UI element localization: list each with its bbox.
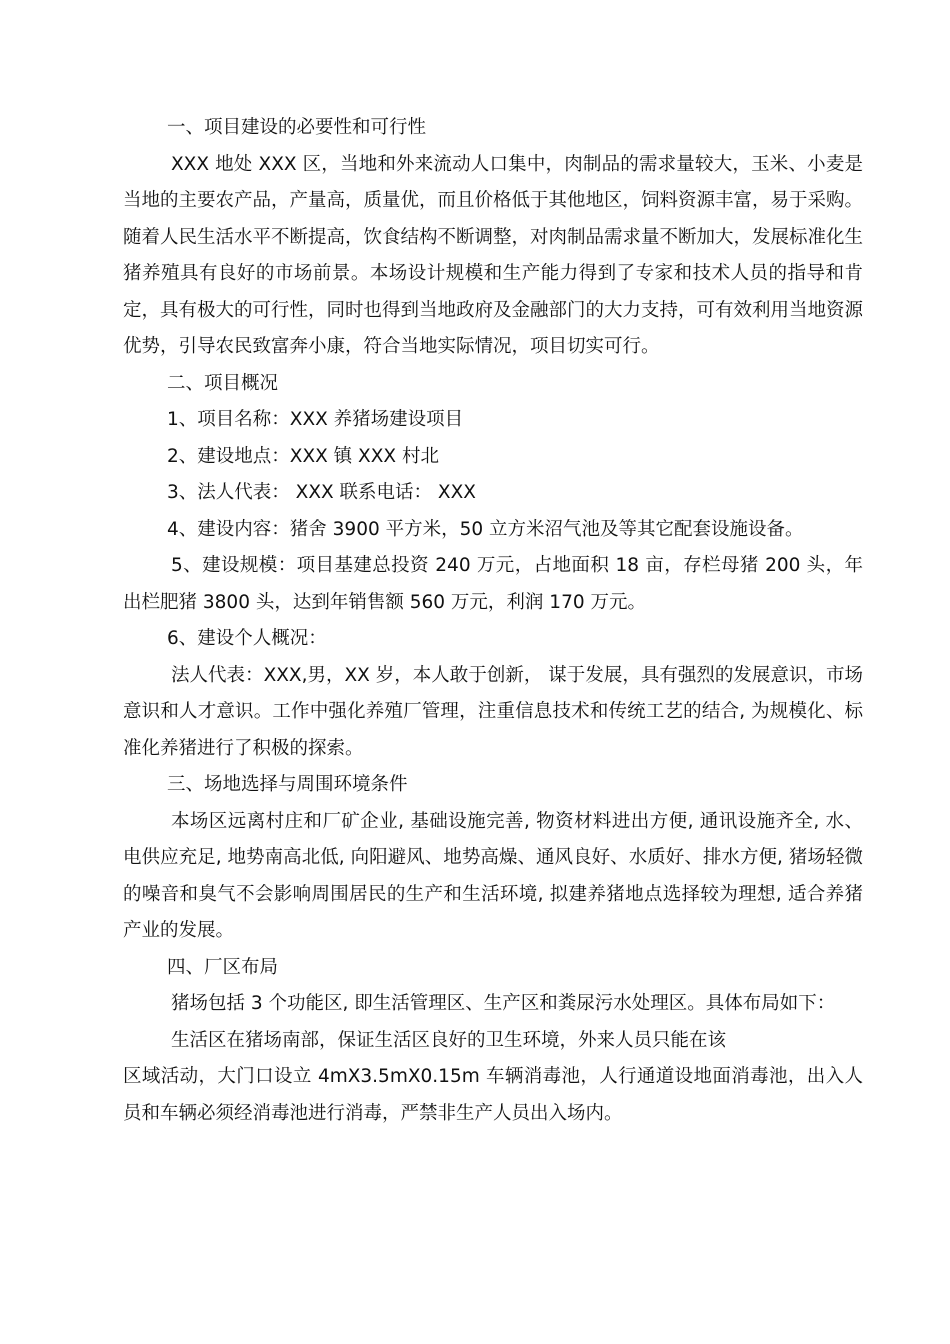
paragraph-site-selection: 本场区远离村庄和厂矿企业, 基础设施完善, 物资材料进出方便, 通讯设施齐全, 水、电供应充足, 地势南高北低, 向阳避风、地势高燥、通风良好、水质好、排水方便, 猪场轻微的噪音和臭气不会影响周围居民的生产和生活环境, 拟建养猪地点选择较为理想, 适合养猪产业的发展。 xyxy=(123,810,863,941)
section-heading-4: 四、厂区布局 xyxy=(167,956,279,978)
section-heading-1: 一、项目建设的必要性和可行性 xyxy=(167,117,427,138)
paragraph-necessity: XXX 地处 XXX 区，当地和外来流动人口集中，肉制品的需求量较大，玉米、小麦是当地的主要农产品，产量高，质量优，而且价格低于其他地区，饲料资源丰富，易于采购。随着人民生活水平不断提高，饮食结构不断调整，对肉制品需求量不断加大，发展标准化生猪养殖具有良好的市场前景。本场设计规模和生产能力得到了专家和技术人员的指导和肯定，具有极大的可行性，同时也得到当地政府及金融部门的大力支持，可有效利用当地资源优势，引导农民致富奔小康，符合当地实际情况，项目切实可行。 xyxy=(123,153,864,357)
construction-scale-item: 5、建设规模：项目基建总投资 240 万元，占地面积 18 亩，存栏母猪 200 头，年出栏肥猪 3800 头，达到年销售额 560 万元，利润 170 万元。 xyxy=(123,555,863,613)
section-heading-3: 三、场地选择与周围环境条件 xyxy=(167,774,408,795)
paragraph-living-area-line1: 生活区在猪场南部，保证生活区良好的卫生环境，外来人员只能在该 xyxy=(171,1029,727,1051)
personal-overview-item: 6、建设个人概况： xyxy=(167,628,327,649)
legal-representative-item: 3、法人代表： XXX 联系电话： XXX xyxy=(167,482,476,503)
section-heading-2: 二、项目概况 xyxy=(167,372,279,394)
paragraph-living-area-rest: 区域活动，大门口设立 4mX3.5mX0.15m 车辆消毒池，人行通道设地面消毒池，出入人员和车辆必须经消毒池进行消毒，严禁非生产人员出入场内。 xyxy=(123,1066,863,1124)
paragraph-layout-overview: 猪场包括 3 个功能区, 即生活管理区、生产区和粪尿污水处理区。具体布局如下： xyxy=(171,993,836,1014)
document-page xyxy=(123,110,863,1132)
project-location-item: 2、建设地点：XXX 镇 XXX 村北 xyxy=(167,445,439,467)
construction-content-item: 4、建设内容：猪舍 3900 平方米，50 立方米沼气池及等其它配套设施设备。 xyxy=(167,518,804,540)
paragraph-personal-overview: 法人代表：XXX,男，XX 岁，本人敢于创新， 谋于发展，具有强烈的发展意识，市场意识和人才意识。工作中强化养殖厂管理，注重信息技术和传统工艺的结合, 为规模化、标准化养猪进行了积极的探索。 xyxy=(123,664,863,759)
project-name-item: 1、项目名称：XXX 养猪场建设项目 xyxy=(167,409,464,430)
